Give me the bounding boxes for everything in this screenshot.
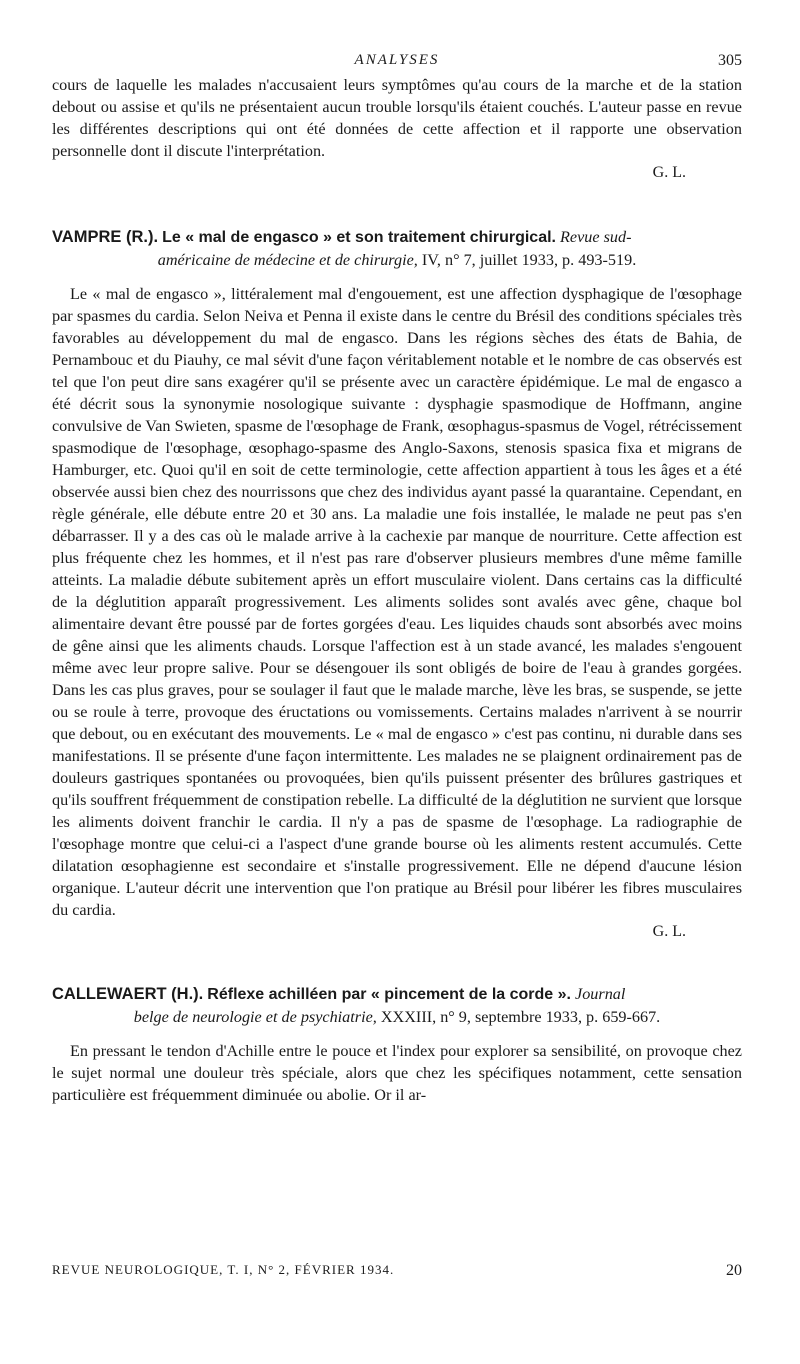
review-title: Le « mal de engasco » et son traitement chirurgical. (162, 229, 556, 246)
page-footer (52, 1262, 742, 1278)
review-journal: Journal (575, 985, 626, 1003)
footer-signature-mark: 20 (726, 1262, 742, 1279)
review-title: Réflexe achilléen par « pincement de la corde ». (207, 986, 571, 1003)
review-body: En pressant le tendon d'Achille entre le pouce et l'index pour explorer sa sensibilité, on provoque chez le sujet normal une douleur très spéciale, alors que chez les spécifiques notamment, cette sensation particulière est fréquemment diminuée ou abolie. Or il ar- (52, 1042, 742, 1104)
page-number: 305 (718, 52, 742, 69)
review-author: CALLEWAERT (H.). (52, 985, 204, 1003)
review-body: Le « mal de engasco », littéralement mal d'engouement, est une affection dysphagique de l'œsophage par spasmes du cardia. Selon Neiva et Penna il existe dans le centre du Brésil des conditions spéciales très favorables au développement du mal de engasco. Dans les régions sèches des états de Bahia, de Pernambouc et du Piauhy, ce mal sévit d'une façon véritablement notable et le nombre de cas observés est tel que l'on peut dire sans exagérer qu'il se présente avec un caractère épidémique. Le mal de engasco a été décrit sous la synonymie nosologique suivante : dysphagie spasmodique de Hoffmann, angine convulsive de Van Swieten, spasme de l'œsophage de Frank, œsophagus-spasmus de Vogel, rétrécissement spasmodique de l'œsophage, œsophago-spasme des Anglo-Saxons, stenosis spasica fixa et migrans de Hamburger, etc. Quoi qu'il en soit de cette terminologie, cette affection appartient à tous les âges et a été observée aussi bien chez des nourrissons que chez des individus ayant passé la quarantaine. Cependant, en règle générale, elle débute entre 20 et 30 ans. La maladie une fois installée, le malade ne peut pas s'en débarrasser. Il y a des cas où le malade arrive à la cachexie par manque de nourriture. Cette affection est plus fréquente chez les hommes, et il n'est pas rare d'observer plusieurs membres d'une même famille atteints. La maladie débute subitement après un effort musculaire violent. Dans certains cas la difficulté de la déglutition apparaît progressivement. Les aliments solides sont avalés avec gêne, chaque bol alimentaire devant être poussé par de fortes gorgées d'eau. Les liquides chauds sont absorbés avec moins de gêne ainsi que les aliments chauds. Lorsque l'affection est à un stade avancé, les malades s'engouent même avec leur propre salive. Pour se désengouer ils sont obligés de boire de l'eau à grandes gorgées. Dans les cas plus graves, pour se soulager il faut que le malade marche, lève les bras, se suspende, se jette ou se roule à terre, provoque des éructations ou vomissements. Certains malades n'arrivent à se nourrir que debout, ou en exécutant des mouvements. Le « mal de engasco » c'est pas continu, ni durable dans ses manifestations. Il se présente d'une façon intermittente. Les malades ne se plaignent ordinairement pas de douleurs gastriques spontanées ou provoquées, bien qu'ils puissent présenter des brûlures gastriques et qu'ils souffrent fréquemment de constipation rebelle. La difficulté de la déglutition ne survient que lorsque les aliments doivent franchir le cardia. Il n'y a pas de spasme de l'œsophage. La radiographie de l'œsophage montre que celui-ci a l'aspect d'une grande bourse où les aliments restent accumulés. Cette dilatation œsophagienne est secondaire et s'installe progressivement. Elle ne dépend d'aucune lésion organique. L'auteur décrit une intervention que l'on pratique au Brésil pour libérer les fibres musculaires du cardia. (52, 285, 742, 919)
review-citation: XXXIII, n° 9, septembre 1933, p. 659-667. (380, 1008, 661, 1026)
review-journal-cont: belge de neurologie et de psychiatrie, (133, 1008, 377, 1026)
journal-page (52, 48, 742, 1106)
signature: G. L. (652, 923, 686, 940)
review-citation: IV, n° 7, juillet 1933, p. 493-519. (421, 251, 637, 269)
review-journal: Revue sud- (560, 228, 632, 246)
review-journal-cont: américaine de médecine et de chirurgie, (157, 251, 418, 269)
review-author: VAMPRE (R.). (52, 228, 159, 246)
continued-paragraph: cours de laquelle les malades n'accusaient leurs symptômes qu'au cours de la marche et de la station debout ou assise et qu'ils ne présentaient aucun trouble lorsqu'ils étaient couchés. L'auteur passe en revue les différentes descriptions qui ont été données de cette affection et il rapporte une observation personnelle dont il discute l'interprétation. (52, 76, 742, 160)
signature: G. L. (652, 164, 686, 181)
review-citation-line (52, 1006, 742, 1028)
running-title: ANALYSES (354, 52, 440, 68)
review-citation-line (52, 249, 742, 271)
review-heading (52, 226, 742, 271)
page-header (52, 48, 742, 74)
footer-journal: REVUE NEUROLOGIQUE, T. I, N° 2, FÉVRIER 1934. (52, 1262, 395, 1277)
review-heading (52, 983, 742, 1028)
